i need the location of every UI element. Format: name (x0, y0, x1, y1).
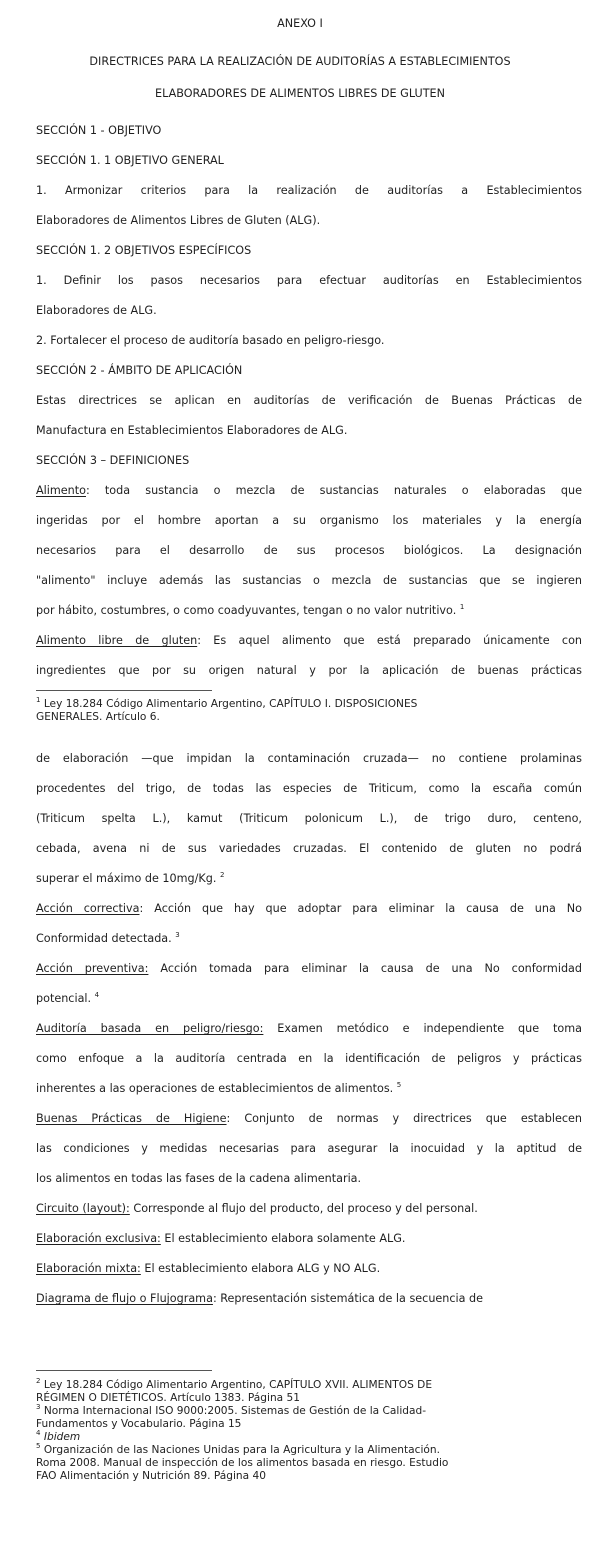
footnote-separator (36, 1370, 212, 1371)
definition-line: superar el máximo de 10mg/Kg. $^2$ (36, 871, 225, 885)
definition-buenas-practicas-de-higiene: Buenas Prácticas de Higiene: Conjunto de normas y directrices que establecen (36, 1112, 582, 1125)
footnote-ref[interactable]: 5 (396, 1081, 402, 1089)
section-1-heading: SECCIÓN 1 - OBJETIVO (36, 124, 162, 137)
definition-line: cebada, avena ni de sus variedades cruzadas. El contenido de gluten no podrá (36, 842, 582, 855)
definition-line: potencial. $^4$ (36, 991, 100, 1005)
definition-line: ingredientes que por su origen natural y por la aplicación de buenas prácticas (36, 664, 582, 677)
definition-line: necesarios para el desarrollo de sus procesos biológicos. La designación (36, 544, 582, 557)
definition-line: (Triticum spelta L.), kamut (Triticum polonicum L.), de trigo duro, centeno, (36, 812, 582, 825)
section-2-heading: SECCIÓN 2 - ÁMBITO DE APLICACIÓN (36, 364, 243, 377)
section-2-text: Estas directrices se aplican en auditorías de verificación de Buenas Prácticas de (36, 394, 582, 407)
definition-line: los alimentos en todas las fases de la cadena alimentaria. (36, 1172, 362, 1185)
definition-term: Elaboración exclusiva: (36, 1232, 161, 1245)
footnote-5-cont: FAO Alimentación y Nutrición 89. Página 40 (36, 1470, 266, 1482)
section-2-text-cont: Manufactura en Establecimientos Elaboradores de ALG. (36, 424, 348, 437)
footnote-separator (36, 690, 212, 691)
definition-term: Auditoría basada en peligro/riesgo: (36, 1022, 264, 1035)
definition-term: Alimento libre de gluten (36, 634, 198, 647)
footnote-ref[interactable]: 3 (175, 931, 180, 939)
annex-label: ANEXO I (277, 17, 323, 30)
definition-elaboracion-exclusiva: Elaboración exclusiva: El establecimiento elabora solamente ALG. (36, 1232, 406, 1245)
footnote-5-cont: Roma 2008. Manual de inspección de los alimentos basada en riesgo. Estudio (36, 1457, 449, 1469)
footnote-ref[interactable]: 2 (219, 871, 225, 879)
definition-term: Elaboración mixta: (36, 1262, 141, 1275)
footnote-1-cont: GENERALES. Artículo 6. (36, 711, 160, 723)
definition-line: procedentes del trigo, de todas las especies de Triticum, como la escaña común (36, 782, 582, 795)
definition-term: Circuito (layout): (36, 1202, 130, 1215)
footnote-ref[interactable]: 1 (459, 603, 465, 611)
footnote-3-cont: Fundamentos y Vocabulario. Página 15 (36, 1418, 242, 1430)
definition-term: Acción preventiva: (36, 962, 149, 975)
definition-alimento: Alimento: toda sustancia o mezcla de sustancias naturales o elaboradas que (36, 484, 582, 497)
definition-line: por hábito, costumbres, o como coadyuvantes, tengan o no valor nutritivo. $^1$ (36, 603, 465, 617)
definition-line: las condiciones y medidas necesarias para asegurar la inocuidad y la aptitud de (36, 1142, 582, 1155)
general-objective-item-1: 1. Armonizar criterios para la realización de auditorías a Establecimientos (36, 184, 582, 197)
definition-accion-preventiva: Acción preventiva: Acción tomada para eliminar la causa de una No conformidad (36, 962, 582, 975)
specific-objective-item-1: 1. Definir los pasos necesarios para efectuar auditorías en Establecimientos (36, 274, 582, 287)
section-1-1-heading: SECCIÓN 1. 1 OBJETIVO GENERAL (36, 154, 224, 167)
definition-accion-correctiva: Acción correctiva: Acción que hay que adoptar para eliminar la causa de una No (36, 902, 582, 915)
document-title-line-1: DIRECTRICES PARA LA REALIZACIÓN DE AUDITORÍAS A ESTABLECIMIENTOS (89, 55, 511, 68)
section-1-2-heading: SECCIÓN 1. 2 OBJETIVOS ESPECÍFICOS (36, 244, 252, 257)
footnote-1: $^1$ Ley 18.284 Código Alimentario Argentino, CAPÍTULO I. DISPOSICIONES (36, 696, 418, 710)
definition-line: de elaboración —que impidan la contaminación cruzada— no contiene prolaminas (36, 752, 582, 765)
general-objective-item-1-cont: Elaboradores de Alimentos Libres de Gluten (ALG). (36, 214, 321, 227)
footnote-4: $^4$ Ibidem (36, 1429, 81, 1443)
footnote-ref[interactable]: 4 (94, 991, 100, 999)
footnote-5: $^5$ Organización de las Naciones Unidas para la Agricultura y la Alimentación. (36, 1442, 440, 1456)
definition-line: Conformidad detectada. $^3$ (36, 931, 180, 945)
specific-objective-item-1-cont: Elaboradores de ALG. (36, 304, 157, 317)
specific-objective-item-2: 2. Fortalecer el proceso de auditoría basado en peligro-riesgo. (36, 334, 385, 347)
definition-diagrama-de-flujo: Diagrama de flujo o Flujograma: Representación sistemática de la secuencia de (36, 1292, 484, 1305)
section-3-heading: SECCIÓN 3 – DEFINICIONES (36, 454, 190, 467)
definition-line: ingeridas por el hombre aportan a su organismo los materiales y la energía (36, 514, 582, 527)
definition-term: Diagrama de flujo o Flujograma (36, 1292, 213, 1305)
footnote-3: $^3$ Norma Internacional ISO 9000:2005. Sistemas de Gestión de la Calidad- (36, 1403, 427, 1417)
footnote-2-cont: RÉGIMEN O DIETÉTICOS. Artículo 1383. Página 51 (36, 1392, 301, 1404)
definition-auditoria-basada-en-riesgo: Auditoría basada en peligro/riesgo: Examen metódico e independiente que toma (36, 1022, 582, 1035)
definition-circuito: Circuito (layout): Corresponde al flujo del producto, del proceso y del personal. (36, 1202, 478, 1215)
definition-line: "alimento" incluye además las sustancias o mezcla de sustancias que se ingieren (36, 574, 582, 587)
definition-term: Acción correctiva (36, 902, 140, 915)
definition-line: como enfoque a la auditoría centrada en la identificación de peligros y prácticas (36, 1052, 582, 1065)
definition-line: inherentes a las operaciones de establecimientos de alimentos. $^5$ (36, 1081, 402, 1095)
definition-term: Alimento (36, 484, 86, 497)
document-title-line-2: ELABORADORES DE ALIMENTOS LIBRES DE GLUTEN (155, 87, 445, 100)
definition-alimento-libre-de-gluten: Alimento libre de gluten: Es aquel alimento que está preparado únicamente con (36, 634, 583, 647)
definition-term: Buenas Prácticas de Higiene (36, 1112, 227, 1125)
definition-elaboracion-mixta: Elaboración mixta: El establecimiento elabora ALG y NO ALG. (36, 1262, 381, 1275)
footnote-2: $^2$ Ley 18.284 Código Alimentario Argentino, CAPÍTULO XVII. ALIMENTOS DE (36, 1377, 433, 1391)
